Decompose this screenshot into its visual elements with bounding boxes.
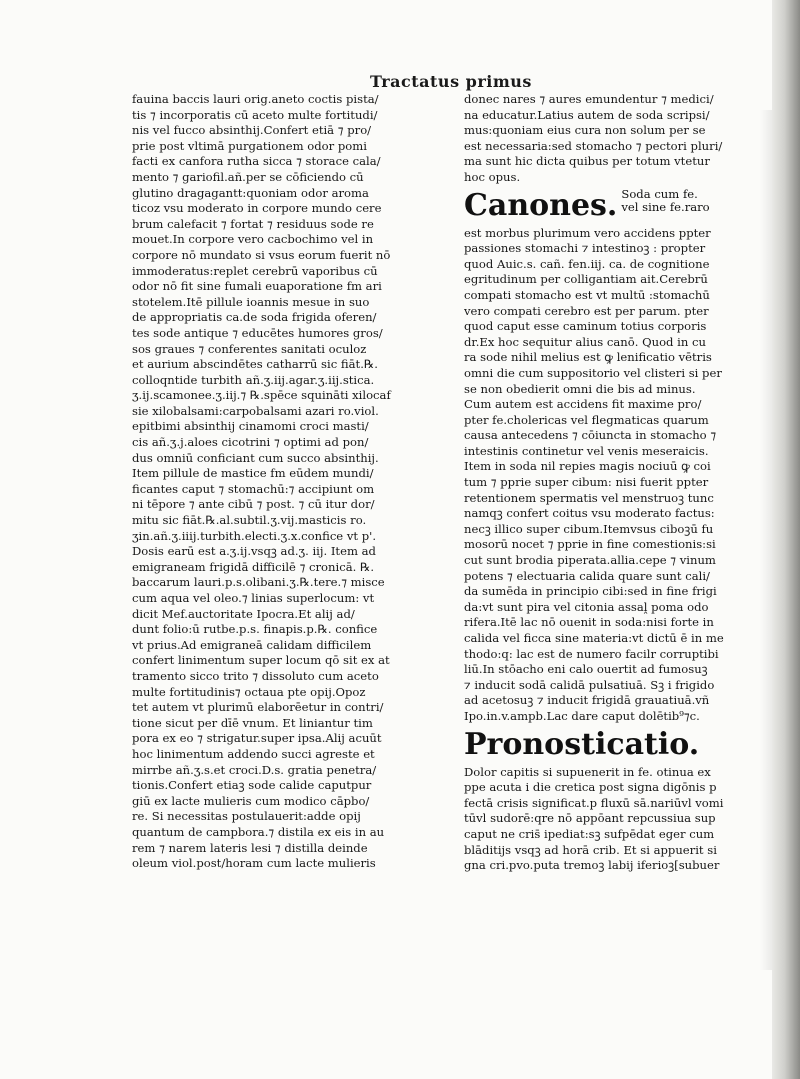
text-line: dus omniū conficiant cum succo absinthij. [132,450,379,465]
text-line: ppe acuta i die cretica post signa digōnis p [464,780,717,795]
text-line: tūvl sudorē:qre nō appōant repcussiua sup [464,811,716,826]
text-line: quod Auic.s. cañ. fen.iij. ca. de cognitione [464,256,710,271]
text-line: confert linimentum super locum qō sit ex at [132,653,390,668]
text-line: namqꝫ confert coitus vsu moderato factus: [464,506,715,521]
text-line: et aurium abscindētes catharrū sic fiāt.℞. [132,357,378,372]
text-line: hoc opus. [464,169,521,184]
text-line: tet autem vt plurimū elaborēetur in contri/ [132,700,384,715]
text-line: Item in soda nil repies magis nociuū ꝙ coi [464,459,711,474]
text-line: colloqntide turbith añ.ʒ.iij.agar.ʒ.iij.stica. [132,372,375,387]
text-line: hoc linimentum addendo succi agreste et [132,746,375,761]
text-line: sos graues ⁊ conferentes sanitati oculoz [132,341,367,356]
text-line: vero compati cerebro est per parum. pter [464,303,709,318]
pronosticatio-heading: Pronosticatio. [464,726,700,762]
text-line: tis ⁊ incorporatis cū aceto multe fortitudi/ [132,107,378,122]
text-line: gna cri.pvo.puta tremoꝫ labij iferioꝫ[subuer [464,858,720,873]
right-column-bottom-text [464,765,772,874]
text-line: tes sode antique ⁊ educētes humores gros/ [132,325,383,340]
canones-suffix-line-2: vel sine fe.raro [621,199,710,214]
text-line: odor nō fit sine fumali euaporatione fm ari [132,279,382,294]
text-line: mitu sic fiāt.℞.al.subtil.ʒ.vij.masticis ro. [132,513,367,528]
text-line: Ipo.in.v.ampb.Lac dare caput dolētib⁹⁊c. [464,708,700,723]
text-line: pora ex eo ⁊ strigatur.super ipsa.Alij acuūt [132,731,382,746]
text-line: thodo:q: lac est de numero facilr corruptibi [464,646,719,661]
text-line: mirrbe añ.ʒ.s.et croci.D.s. gratia penetra/ [132,762,377,777]
text-line: ticoz vsu moderato in corpore mundo cere [132,201,382,216]
right-column-top-text [464,92,772,186]
text-line: sie xilobalsami:carpobalsami azari ro.viol. [132,403,379,418]
text-line: potens ⁊ electuaria calida quare sunt cali/ [464,568,710,583]
canones-heading-suffix [621,188,709,214]
text-line: oleum viol.post/horam cum lacte mulieris [132,856,376,871]
text-line: da:vt sunt pira vel citonia assaḽ poma odo [464,599,709,614]
text-line: de appropriatis ca.de soda frigida oferen/ [132,310,377,325]
text-line: est necessaria:sed stomacho ⁊ pectori pluri/ [464,138,723,153]
text-line: ʒin.añ.ʒ.iiij.turbith.electi.ʒ.x.confice vt p'. [132,528,377,543]
text-line: quod caput esse caminum totius corporis [464,319,707,334]
text-line: mosorū nocet ⁊ pprie in fine comestionis:si [464,537,716,552]
text-line: retentionem spermatis vel menstruoꝫ tunc [464,490,714,505]
text-line: egritudinum per colligantiam ait.Cerebrū [464,272,708,287]
text-line: ma sunt hic dicta quibus per totum vtetur [464,154,710,169]
text-line: ʒ.ij.scamonee.ʒ.iij.⁊ ℞.spēce squināti xilocaf [132,388,391,403]
text-line: mus:quoniam eius cura non solum per se [464,123,706,138]
text-line: re. Si necessitas postulauerit:adde opij [132,809,361,824]
text-line: vt prius.Ad emigraneā calidam difficilem [132,637,372,652]
running-head: Tractatus primus [370,72,532,91]
text-line: donec nares ⁊ aures emundentur ⁊ medici/ [464,92,714,106]
canones-heading [464,188,772,224]
text-line: calida vel ficca sine materia:vt dictū ē in me [464,631,724,645]
text-line: omni die cum suppositorio vel clisteri si per [464,365,722,380]
text-line: tramento sicco trito ⁊ dissoluto cum aceto [132,668,379,683]
text-line: ⁊ inducit sodā calidā pulsatiuā. Sꝫ i frigido [464,677,715,692]
text-line: liū.In stōacho eni calo ouertit ad fumosuꝫ [464,662,708,677]
text-line: dicit Mef.auctoritate Ipocra.Et alij ad/ [132,606,355,621]
text-line: Item pillule de mastice fm eūdem mundi/ [132,466,374,481]
text-line: cut sunt brodia piperata.allia.cepe ⁊ vinum [464,553,716,568]
text-line: na educatur.Latius autem de soda scripsi/ [464,107,710,122]
text-line: fauina baccis lauri orig.aneto coctis pista/ [132,92,379,106]
text-line: corpore nō mundato si vsus eorum fuerit nō [132,247,391,262]
text-line: intestinis continetur vel venis meseraicis. [464,443,709,458]
text-line: epitbimi absinthij cinamomi croci masti/ [132,419,369,434]
text-line: Dosis earū est a.ʒ.ij.vsqꝫ ad.ʒ. iij. Item ad [132,544,376,559]
text-line: giū ex lacte mulieris cum modico cāpbo/ [132,793,370,808]
text-line: baccarum lauri.p.s.olibani.ʒ.℞.tere.⁊ misce [132,575,385,590]
text-line: se non obedierit omni die bis ad minus. [464,381,696,396]
text-line: ni tēpore ⁊ ante cibū ⁊ post. ⁊ cū itur dor/ [132,497,375,512]
text-line: tione sicut per dīē vnum. Et liniantur tim [132,715,373,730]
text-line: emigraneam frigidā difficilē ⁊ cronicā. ℞. [132,559,375,574]
text-line: ad acetosuꝫ ⁊ inducit frigidā grauatiuā.vñ [464,693,710,708]
text-line: multe fortitudinis⁊ octaua pte opij.Opoz [132,684,366,699]
text-line: nis vel fucco absinthij.Confert etiā ⁊ pro/ [132,123,372,138]
left-column [132,92,454,872]
canones-heading-text: Canones. [464,187,618,223]
text-line: ra sode nihil melius est ꝙ lenificatio vētris [464,350,712,365]
text-line: rifera.Itē lac nō ouenit in soda:nisi forte in [464,615,714,630]
text-line: da sumēda in principio cibi:sed in fine frigi [464,584,717,599]
right-column [464,92,772,874]
text-line: dunt folio:ū rutbe.p.s. finapis.p.℞. confice [132,622,378,637]
canones-suffix-line-1: Soda cum fe. [621,186,698,201]
text-line: glutino dragagantt:quoniam odor aroma [132,185,369,200]
text-line: passiones stomachi ⁊ intestinoꝫ : propter [464,241,706,256]
right-column-mid-text [464,226,772,725]
text-line: pter fe.cholericas vel flegmaticas quarum [464,412,709,427]
text-line: cis añ.ʒ.j.aloes cicotrini ⁊ optimi ad pon/ [132,435,369,450]
text-line: causa antecedens ⁊ cōiuncta in stomacho ⁊ [464,428,717,443]
adjacent-page-edge [772,0,800,1079]
text-line: necꝫ illico super cibum.Itemvsus ciboꝫū fu [464,521,714,536]
text-line: prie post vltimā purgationem odor pomi [132,138,367,153]
text-line: est morbus plurimum vero accidens ppter [464,225,711,240]
text-line: immoderatus:replet cerebrū vaporibus cū [132,263,378,278]
text-line: ficantes caput ⁊ stomachū:⁊ accipiunt om [132,481,375,496]
text-line: brum calefacit ⁊ fortat ⁊ residuus sode re [132,216,374,231]
text-line: blāditijs vsqꝫ ad horā crib. Et si appuerit si [464,842,717,857]
text-line: dr.Ex hoc sequitur alius canō. Quod in cu [464,334,706,349]
text-line: mouet.In corpore vero cacbochimo vel in [132,232,374,247]
text-line: facti ex canfora rutha sicca ⁊ storace cala/ [132,154,381,169]
text-line: quantum de campbora.⁊ distila ex eis in au [132,824,385,839]
text-line: compati stomacho est vt multū :stomachū [464,287,710,302]
text-line: tum ⁊ pprie super cibum: nisi fuerit ppter [464,475,709,490]
text-line: Cum autem est accidens fit maxime pro/ [464,397,702,412]
text-line: Dolor capitis si supuenerit in fe. otinua ex [464,764,711,779]
text-line: cum aqua vel oleo.⁊ linias superlocum: vt [132,591,375,605]
text-line: tionis.Confert etiaꝫ sode calide caputpur [132,778,372,793]
text-line: mento ⁊ gariofil.añ.per se cōficiendo cū [132,169,364,184]
text-line: rem ⁊ narem lateris lesi ⁊ distilla deinde [132,840,368,855]
text-line: caput ne cris̄ ipediat:sꝫ sufpēdat eger cum [464,826,715,841]
text-line: stotelem.Itē pillule ioannis mesue in suo [132,294,370,309]
text-line: fectā crisis significat.p fluxū sā.nariūvl vomi [464,795,724,810]
